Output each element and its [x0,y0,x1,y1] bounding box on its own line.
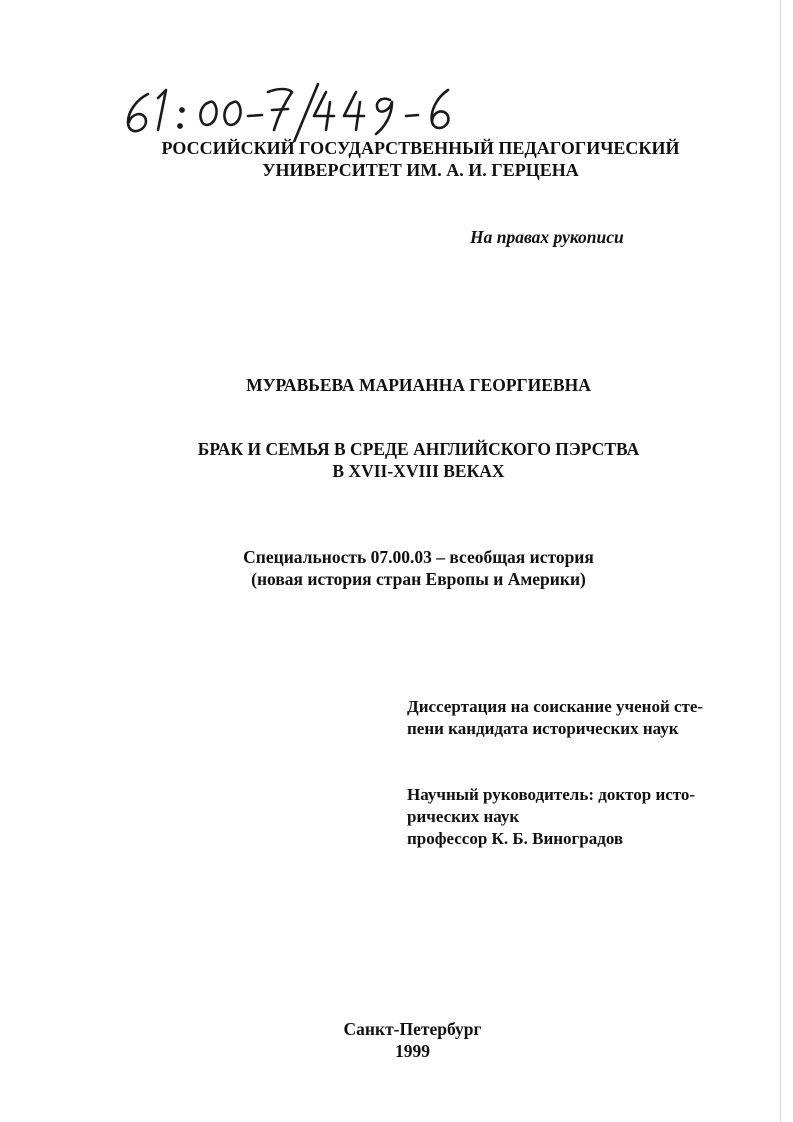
university-name-line2: УНИВЕРСИТЕТ ИМ. А. И. ГЕРЦЕНА [262,160,579,180]
dissertation-note-line2: пени кандидата исторических наук [407,719,679,738]
rights-note: На правах рукописи [470,227,624,247]
city: Санкт-Петербург [343,1019,482,1039]
specialty-line2: (новая история стран Европы и Америки) [251,569,586,589]
supervisor-line1: Научный руководитель: доктор исто- [407,785,696,804]
university-name-line1: РОССИЙСКИЙ ГОСУДАРСТВЕННЫЙ ПЕДАГОГИЧЕСКИЙ [161,138,680,158]
thesis-title-line1: БРАК И СЕМЬЯ В СРЕДЕ АНГЛИЙСКОГО ПЭРСТВА [197,439,640,459]
dissertation-note-line1: Диссертация на соискание ученой сте- [407,697,704,716]
handwritten-archive-number [118,80,498,142]
supervisor-line2: рических наук [407,807,520,826]
year: 1999 [395,1041,430,1061]
handwritten-archive-number-drawing [118,80,498,142]
supervisor-line3: профессор К. Б. Виноградов [407,829,624,848]
thesis-title-line2: В XVII-XVIII ВЕКАХ [332,461,505,481]
author-name: МУРАВЬЕВА МАРИАННА ГЕОРГИЕВНА [246,375,591,395]
specialty-line1: Специальность 07.00.03 – всеобщая история [243,547,594,567]
